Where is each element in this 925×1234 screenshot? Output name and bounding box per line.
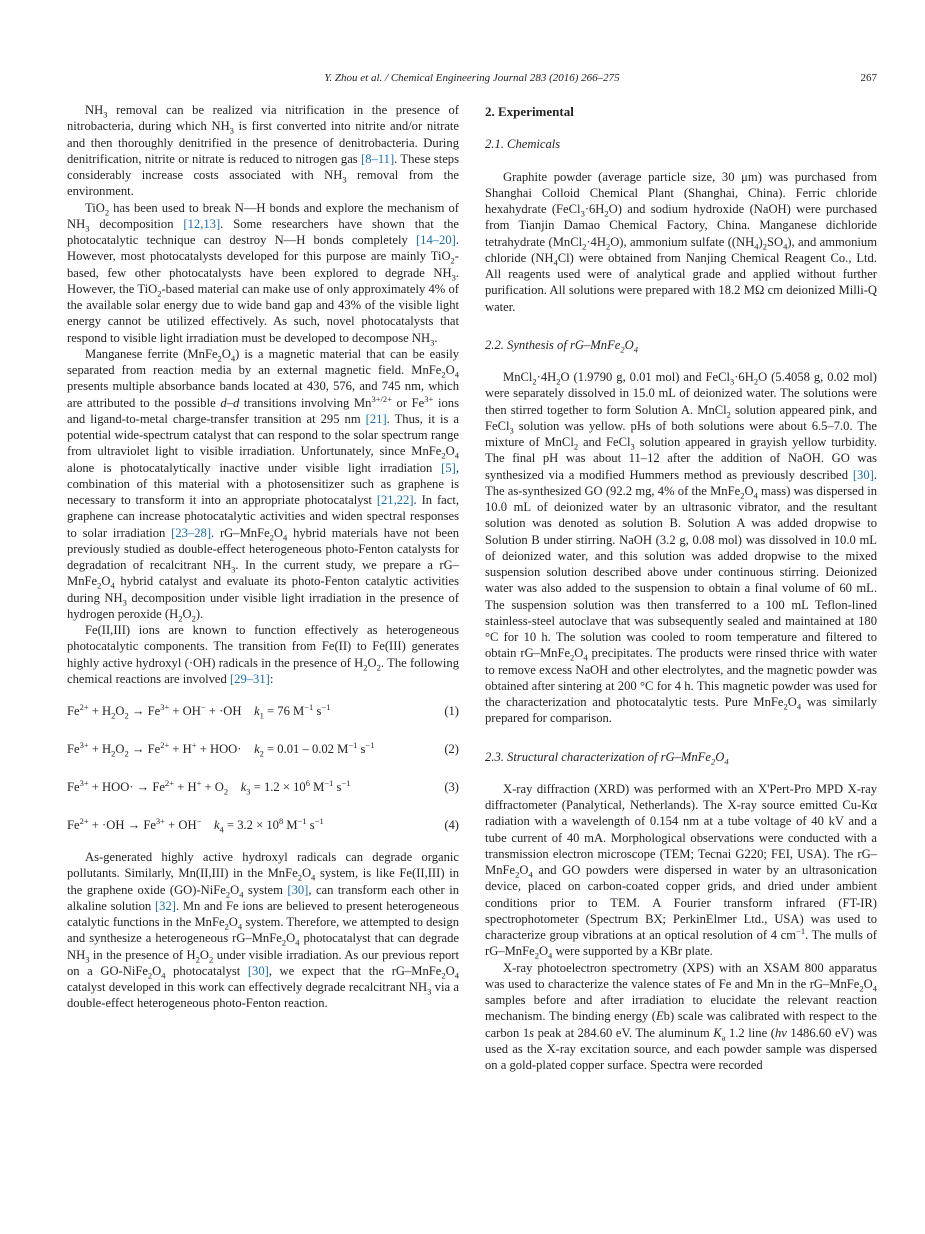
equation-4: $Fe^{2+} + \cdot OH \to Fe^{3+} + OH^-$ $k_4 = 3.2 \times 10^8$ $M^{-1}$ $s^{-1}$ (4) [67, 815, 459, 835]
citation-link[interactable]: [8–11] [361, 151, 395, 166]
journal-citation: Y. Zhou et al. / Chemical Engineering Journal 283 (2016) 266–275 [324, 72, 620, 84]
equation-number: (1) [444, 704, 459, 718]
page-number: 267 [860, 72, 877, 84]
paragraph-hydroxyl-radicals: As-generated highly active hydroxyl radicals can degrade organic pollutants. Similarly, Mn(II,III) in the $MnFe_2O_4$ system, is like Fe(II,III) in the graphene oxide $(GO)-NiFe_2O_4$ system [30], can transform each other in alkaline solution [32]. Mn and Fe ions are believed to present heterogeneous catalytic functions in the $MnFe_2O_4$ system. Therefore, we attempted to design and synthesize a heterogeneous $rG-MnFe_2O_4$ photocatalyst that can degrade $NH_3$ in the presence of $H_2O_2$ under visible irradiation. As our previous report on a $GO-NiFe_2O_4$ photocatalyst [30], we expect that the $rG-MnFe_2O_4$ catalyst developed in this work can effectively degrade recalcitrant $NH_3$ via a double-effect heterogeneous photo-Fenton reaction. [67, 850, 459, 1011]
citation-link[interactable]: [30] [852, 467, 874, 482]
equation-number: (2) [444, 742, 459, 756]
left-column [67, 102, 459, 1012]
equation-1: $Fe^{2+} + H_2O_2 \to Fe^{3+} + OH^- + \cdot OH$ $k_1 = 76$ $M^{-1}$ $s^{-1}$ (1) [67, 701, 459, 721]
right-column [485, 102, 877, 1073]
citation-link[interactable]: [5] [441, 460, 456, 475]
paragraph-synthesis: $MnCl_2\cdot 4H_2O$ (1.9790 g, 0.01 mol) and $FeCl_3\cdot 6H_2O$ (5.4058 g, 0.02 mol) were separately dissolved in 15.0 mL of deionized water. The solutions were then stirred together to form Solution A. MnCl$_2$ solution appeared pink, and FeCl$_3$ solution was yellow. pHs of both solutions were about 6.5–7.0. The mixture of MnCl$_2$ and FeCl$_3$ solution appeared in grayish yellow turbidity. The final pH was about 11–12 after the addition of NaOH. GO was synthesized via a modified Hummers method as previously described [30]. The as-synthesized GO (92.2 mg, 4% of the $MnFe_2O_4$ mass) was dispersed in 10.0 mL of deionized water by an ultrasonic vibrator, and the resultant solution was denoted as solution B. Solution A was added dropwise to Solution B under stirring. NaOH (3.2 g, 0.08 mol) was dissolved in 10.0 mL of deionized water, and this solution was added dropwise to the mixed suspension solution described above under continuous stirring. Deionized water was also added to the suspension to obtain a final volume of 60 mL. The suspension solution was then transferred to a 100 mL Teflon-lined stainless-steel autoclave that was subsequently sealed and maintained at 180 °C for 10 h. The solution was cooled to room temperature and filtered to obtain $rG-MnFe_2O_4$ precipitates. The products were rinsed thrice with water to remove excess NaOH and other electrolytes, and the magnetic powder was obtained after sintering at 200 °C for 4 h. This magnetic powder was used for the characterization and photocatalytic tests. Pure $MnFe_2O_4$ was similarly prepared for comparison. [485, 370, 877, 726]
paragraph-manganese-ferrite: Manganese ferrite $(MnFe_2O_4)$ is a magnetic material that can be easily separated from reaction media by an external magnetic field. $MnFe_2O_4$ presents multiple absorbance bands located at 430, 576, and 745 nm, which are attributed to the possible d–d transitions involving $Mn^{3+/2+}$ or $Fe^{3+}$ ions and ligand-to-metal charge-transfer transition at 295 nm [21]. Thus, it is a potential wide-spectrum catalyst that can respond to the solar spectrum range from ultraviolet light to visible irradiation. Unfortunately, since $MnFe_2O_4$ alone is photocatalytically inactive under visible light irradiation [5], combination of this material with a photosensitizer such as graphene is necessary to transform it into an appropriate photocatalyst [21,22]. In fact, graphene can increase photocatalytic activities and widen spectral responses to solar irradiation [23–28]. $rG-MnFe_2O_4$ hybrid materials have not been previously studied as double-effect heterogeneous photo-Fenton catalysts for degradation of recalcitrant $NH_3$. In the current study, we prepare a $rG-MnFe_2O_4$ hybrid catalyst and evaluate its photo-Fenton catalytic activities during $NH_3$ decomposition under visible light irradiation in the presence of hydrogen peroxide $(H_2O_2)$. [67, 346, 460, 624]
subsection-heading-characterization: 2.3. Structural characterization of $rG-MnFe_2O_4$ [485, 749, 729, 767]
paragraph-fe-ions: Fe(II,III) ions are known to function effectively as heterogeneous photocatalytic components. The transition from Fe(II) to Fe(III) generates highly active hydroxyl (·OH) radicals in the presence of $H_2O_2$. The following chemical reactions are involved [29–31]: [67, 623, 459, 686]
citation-link[interactable]: [23–28] [171, 525, 212, 540]
equation-number: (3) [444, 780, 459, 794]
citation-link[interactable]: [30] [247, 963, 269, 978]
citation-link[interactable]: [21] [365, 411, 387, 426]
citation-link[interactable]: [32] [154, 898, 176, 913]
citation-link[interactable]: [21,22] [376, 493, 414, 507]
paragraph-xrd: X-ray diffraction (XRD) was performed with an X'Pert-Pro MPD X-ray diffractometer (Panalytical, Netherlands). The X-ray source emitted Cu-Kα radiation with a wavelength of 0.154 nm at a tube voltage of 40 kV and a tube current of 40 mA. Morphological observations were conducted with a transmission electron microscope (TEM; Tecnai G220; FEI, USA). The $rG-MnFe_2O_4$ and GO powders were dispersed in water by an ultrasonication device, placed on carbon-coated copper grids, and dried under ambient conditions prior to TEM. A Fourier transform infrared (FT-IR) spectrophotometer (Spectrum BX; PerkinElmer Ltd., USA) was used to characterize group vibrations at an optical resolution of 4 $cm^{-1}$. The mulls of $rG-MnFe_2O_4$ were supported by a KBr plate. [485, 781, 877, 961]
paragraph-nitrification: $NH_3$ removal can be realized via nitrification in the presence of nitrobacteria, during which $NH_3$ is first converted into nitrite and/or nitrate and then thoroughly denitrified in the presence of denitrobacteria. During denitrification, nitrite or nitrate is reduced to nitrogen gas [8–11]. These steps considerably increase costs associated with $NH_3$ removal from the environment. [67, 103, 460, 199]
citation-link[interactable]: [30] [287, 882, 309, 897]
equation-3: $Fe^{3+} + HOO\cdot \to Fe^{2+} + H^+ + O_2$ $k_3 = 1.2 \times 10^6$ $M^{-1}$ $s^{-1}$ (3) [67, 777, 459, 797]
paragraph-chemicals: Graphite powder (average particle size, 30 μm) was purchased from Shanghai Colloid Chemical Plant (Shanghai, China). Ferric chloride hexahydrate $(FeCl_3\cdot 6H_2O)$ and sodium hydroxide (NaOH) were purchased from Tianjin Damao Chemical Factory, China. Manganese dichloride tetrahydrate $(MnCl_2\cdot 4H_2O)$, ammonium sulfate $((NH_4)_2SO_4)$, and ammonium chloride $(NH_4Cl)$ were obtained from Nanjing Chemical Reagent Co., Ltd. All reagents used were of analytical grade and applied without further purification. All solutions were prepared with 18.2 MΩ cm deionized Milli-Q water. [485, 169, 878, 314]
subsection-heading-synthesis: 2.2. Synthesis of $rG-MnFe_2O_4$ [485, 337, 638, 355]
paragraph-xps: X-ray photoelectron spectrometry (XPS) with an XSAM 800 apparatus was used to characterize the valence states of Fe and Mn in the $rG-MnFe_2O_4$ samples before and after irradiation to elucidate the relevant reaction mechanism. The binding energy (Eb) scale was calibrated with respect to the carbon 1s peak at 284.60 eV. The aluminum $K_a$ 1.2 line (hν 1486.60 eV) was used as the X-ray excitation source, and each powder sample was dispersed on a gold-plated copper surface. Spectra were recorded [485, 960, 877, 1072]
subsection-heading-chemicals: 2.1. Chemicals [485, 137, 561, 152]
equation-number: (4) [444, 818, 459, 832]
citation-link[interactable]: [12,13] [183, 216, 221, 231]
equation-2: $Fe^{3+} + H_2O_2 \to Fe^{2+} + H^+ + HOO\cdot$ $k_2 = 0.01 - 0.02$ $M^{-1}$ $s^{-1}$ (2) [67, 739, 459, 759]
citation-link[interactable]: [14–20] [415, 233, 456, 247]
section-heading-experimental: 2. Experimental [485, 104, 574, 119]
citation-link[interactable]: [29–31] [229, 671, 270, 686]
paragraph-tio2: TiO$_2$ has been used to break N—H bonds and explore the mechanism of $NH_3$ decomposition [12,13]. Some researchers have shown that the photocatalytic technique can destroy N—H bonds completely [14–20]. However, most photocatalysts developed for this purpose are mainly TiO$_2$-based, few other photocatalysts have been explored to degrade $NH_3$. However, the TiO$_2$-based material can make use of only approximately 4% of the available solar energy due to wide band gap and 43% of the visible light energy cannot be utilized effectively. As such, novel photocatalysts that respond to visible light irradiation must be developed to decompose $NH_3$. [67, 200, 459, 348]
